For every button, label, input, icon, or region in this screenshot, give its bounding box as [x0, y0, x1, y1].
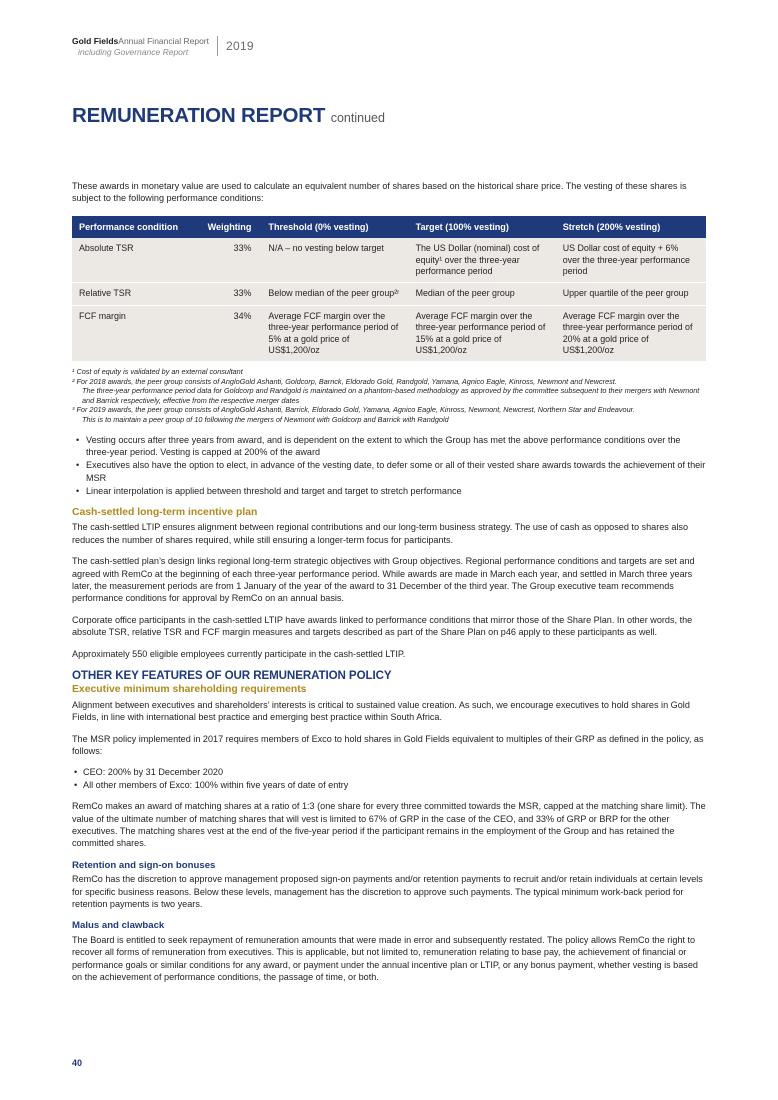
- cell-weighting: 33%: [201, 238, 262, 283]
- cell-threshold: Average FCF margin over the three-year performance period of 5% at a gold price of US$1,200/oz: [261, 305, 408, 361]
- brand-name: Gold Fields: [72, 36, 119, 46]
- column-header-target: Target (100% vesting): [409, 216, 556, 238]
- cell-threshold: N/A – no vesting below target: [261, 238, 408, 283]
- list-item: • All other members of Exco: 100% within five years of date of entry: [83, 779, 706, 791]
- column-header-threshold: Threshold (0% vesting): [261, 216, 408, 238]
- section-heading-other-key-features: OTHER KEY FEATURES OF OUR REMUNERATION POLICY: [72, 668, 392, 682]
- report-year: 2019: [226, 39, 254, 53]
- cell-condition: FCF margin: [72, 305, 201, 361]
- page-title-continued: continued: [330, 111, 385, 125]
- msr-paragraph-1: Alignment between executives and shareholders’ interests is critical to sustained value creation. As such, we encourage executives to hold shares in Gold Fields, in line with international best practice and emerging best practice within South Africa.: [72, 699, 690, 723]
- list-item: • Vesting occurs after three years from award, and is dependent on the extent to which the Group has met the above performance conditions over the three-year period. Vesting is capped at 200% of the award: [86, 434, 706, 458]
- msr-bullet-list: [72, 766, 706, 791]
- column-header-stretch: Stretch (200% vesting): [556, 216, 706, 238]
- cell-stretch: US Dollar cost of equity + 6% over the three-year performance period: [556, 238, 706, 283]
- page-number: 40: [72, 1058, 83, 1068]
- retention-paragraph: RemCo has the discretion to approve management proposed sign-on payments and/or retention payments to recruit and/or retain individuals at certain levels for specific business reasons. Below these levels, management has the discretion to approve such payments. The typical minimum work-back period for retention payments is two years.: [72, 874, 703, 910]
- cell-threshold: Below median of the peer group²ʳ: [261, 283, 408, 305]
- report-title-line2: including Governance Report: [78, 46, 189, 57]
- cell-weighting: 34%: [201, 305, 262, 361]
- list-item: • CEO: 200% by 31 December 2020: [83, 766, 706, 778]
- performance-conditions-table: [72, 216, 706, 362]
- cash-settled-paragraph-4: Approximately 550 eligible employees currently participate in the cash-settled LTIP.: [72, 648, 406, 659]
- intro-paragraph: These awards in monetary value are used to calculate an equivalent number of shares based on the historical share price. The vesting of these shares is subject to the following performance conditions:: [72, 181, 687, 204]
- section-heading-retention: Retention and sign-on bonuses: [72, 859, 216, 871]
- cell-weighting: 33%: [201, 283, 262, 305]
- cell-stretch: Upper quartile of the peer group: [556, 283, 706, 305]
- msr-paragraph-2: The MSR policy implemented in 2017 requires members of Exco to hold shares in Gold Fields equivalent to multiples of their GRP as defined in the policy, as follows:: [72, 733, 704, 757]
- page-title: [72, 104, 385, 128]
- cell-condition: Absolute TSR: [72, 238, 201, 283]
- footnote-3-continued: This is to maintain a peer group of 10 following the mergers of Newmont with Goldcorp and Barrick with Randgold: [82, 414, 449, 424]
- masthead: [72, 36, 254, 57]
- column-header-weighting: Weighting: [201, 216, 262, 238]
- section-heading-cash-settled-ltip: Cash-settled long-term incentive plan: [72, 506, 258, 518]
- msr-paragraph-3: RemCo makes an award of matching shares at a ratio of 1:3 (one share for every three committed towards the MSR, capped at the matching share limit). The value of the ultimate number of matching shares that will vest is limited to 67% of GRP in the case of the CEO, and 33% of GRP or BRP for the other executives. The matching shares vest at the end of the five-year period if the participant remains in the employment of the Group and has retained the committed shares.: [72, 801, 706, 849]
- masthead-divider: [217, 36, 218, 56]
- cell-target: Average FCF margin over the three-year performance period of 15% at a gold price of US$1,200/oz: [409, 305, 556, 361]
- table-row: [72, 305, 706, 361]
- section-heading-msr: Executive minimum shareholding requirements: [72, 684, 307, 696]
- masthead-text: [72, 36, 209, 57]
- table-footnotes: [72, 367, 706, 423]
- page-content: [72, 180, 706, 993]
- footnote-2-continued: The three-year performance period data for Goldcorp and Randgold is maintained on a phantom-based methodology as approved by the committee subsequent to their mergers with Newmont and Barrick respectively, effective from the respective merger dates: [82, 386, 700, 405]
- section-heading-malus-clawback: Malus and clawback: [72, 920, 165, 932]
- cash-settled-paragraph-3: Corporate office participants in the cash-settled LTIP have awards linked to performance conditions that mirror those of the Share Plan. In other words, the absolute TSR, relative TSR and FCF margin measures and targets described as part of the Share Plan on p46 apply to these participants as well.: [72, 614, 693, 638]
- page-title-main: REMUNERATION REPORT: [72, 104, 326, 127]
- footnote-2: ² For 2018 awards, the peer group consists of AngloGold Ashanti, Goldcorp, Barrick, Eldorado Gold, Randgold, Yamana, Agnico Eagle, Kinross, Newmont and Newcrest.: [72, 376, 617, 386]
- report-title-line1: Annual Financial Report: [118, 36, 210, 46]
- table-row: [72, 283, 706, 305]
- footnote-3: ³ For 2019 awards, the peer group consists of AngloGold Ashanti, Barrick, Eldorado Gold, Yamana, Agnico Eagle, Kinross, Newmont, Newcrest, Northern Star and Endeavour.: [72, 405, 635, 415]
- table-row: [72, 238, 706, 283]
- vesting-bullet-list: [72, 434, 706, 497]
- cell-target: The US Dollar (nominal) cost of equity¹ over the three-year performance period: [409, 238, 556, 283]
- table-header-row: [72, 216, 706, 238]
- cash-settled-paragraph-1: The cash-settled LTIP ensures alignment between regional contributions and our long-term business strategy. The use of cash as opposed to shares also reduces the number of shares required, while still ensuring a longer-term focus for participants.: [72, 522, 689, 545]
- column-header-performance-condition: Performance condition: [72, 216, 201, 238]
- cell-target: Median of the peer group: [409, 283, 556, 305]
- malus-paragraph: The Board is entitled to seek repayment of remuneration amounts that were made in error and subsequently restated. The policy allows RemCo the right to recover all forms of remuneration from executives. This is applicable, but not limited to, remuneration relating to base pay, the achievement of financial or performance goals or similar conditions for any award, or payment under the annual incentive plan or LTIP, or any bonus payment, whether vesting is based on the achievement of performance conditions, the passage of time, or both.: [72, 934, 698, 983]
- cell-stretch: Average FCF margin over the three-year performance period of 20% at a gold price of US$1,200/oz: [556, 305, 706, 361]
- footnote-1: ¹ Cost of equity is validated by an external consultant: [72, 367, 243, 377]
- list-item: • Linear interpolation is applied between threshold and target and target to stretch performance: [86, 485, 706, 497]
- cash-settled-paragraph-2: The cash-settled plan’s design links regional long-term strategic objectives with Group objectives. Regional performance conditions and targets are set and agreed with RemCo at the beginning of each three-year performance period. While awards are made in March each year, and settled in March three years later, the measurement periods are from 1 January of the year of the award to 31 December of the third year. The Group executive team recommends performance conditions for approval by RemCo on an annual basis.: [72, 556, 695, 604]
- list-item: • Executives also have the option to elect, in advance of the vesting date, to defer some or all of their vested share awards towards the achievement of their MSR: [86, 459, 706, 483]
- cell-condition: Relative TSR: [72, 283, 201, 305]
